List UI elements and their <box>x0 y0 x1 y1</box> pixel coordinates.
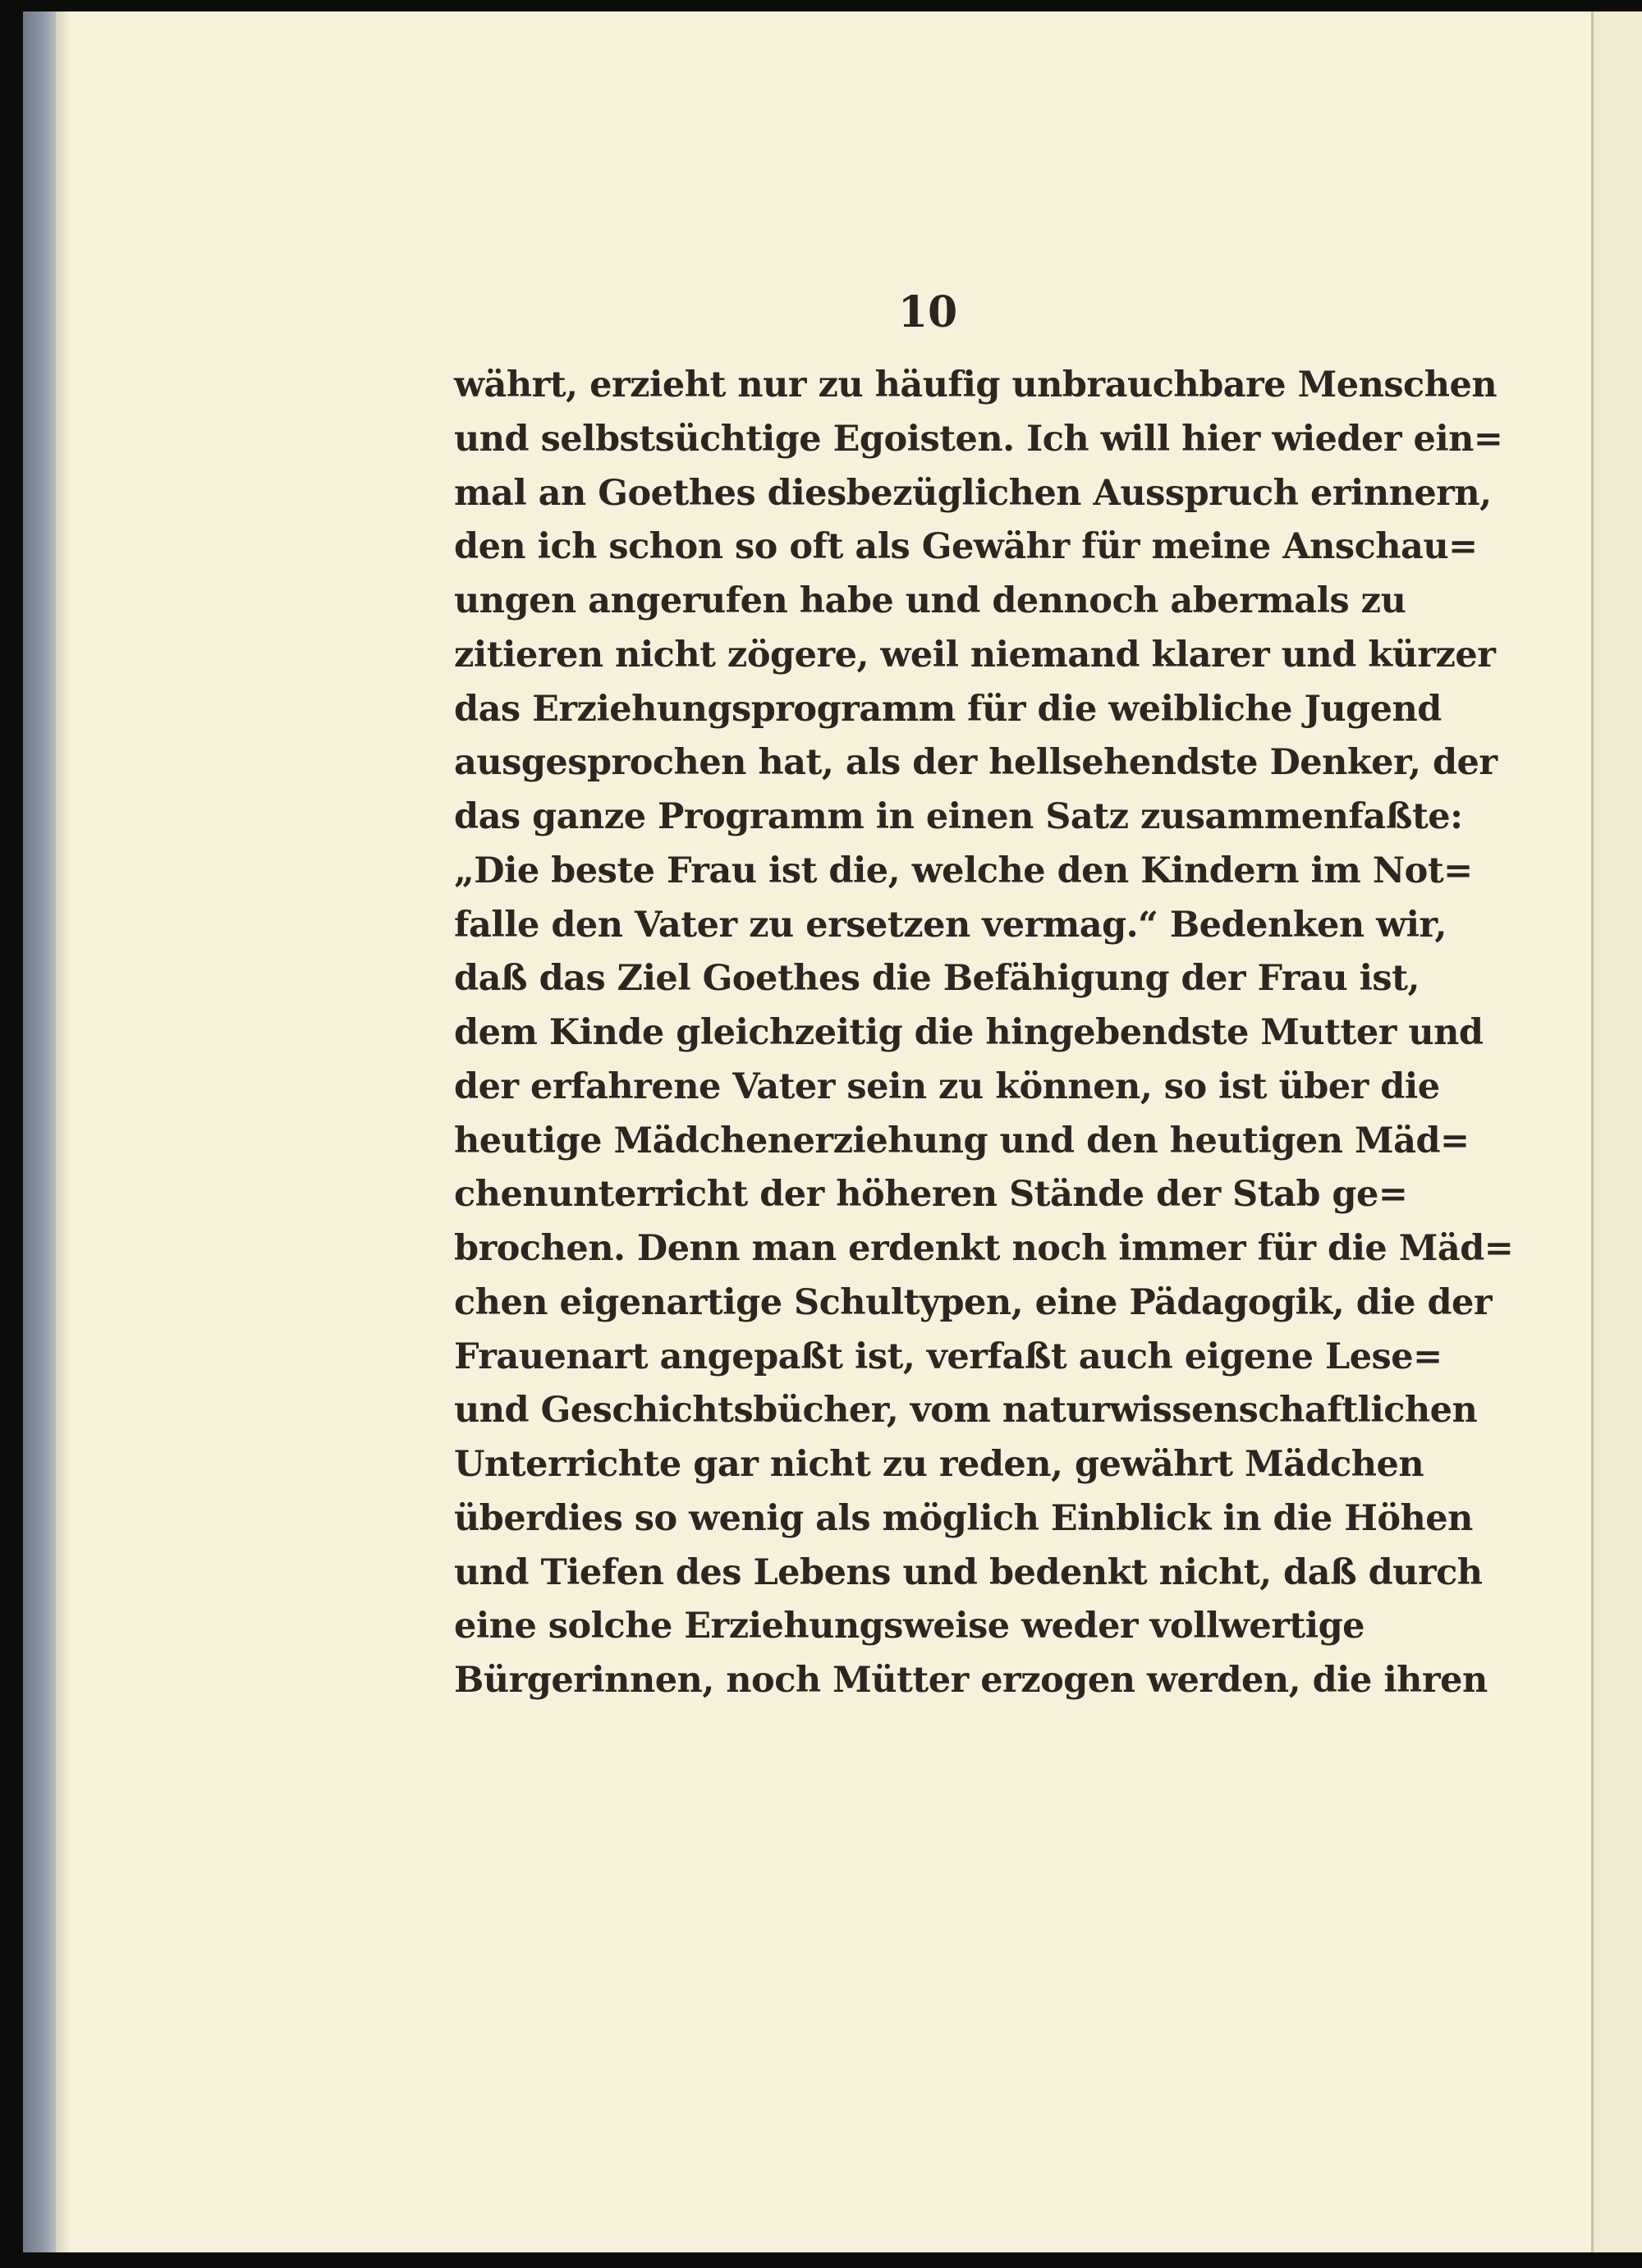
text-line: heutige Mädchenerziehung und den heutigen Mäd= <box>454 1120 1470 1161</box>
book-spine-edge <box>23 11 56 2252</box>
text-line: falle den Vater zu ersetzen vermag.“ Bedenken wir, <box>454 904 1447 946</box>
text-line: das ganze Programm in einen Satz zusammenfaßte: <box>454 796 1463 837</box>
text-line: währt, erzieht nur zu häufig unbrauchbare Menschen <box>454 364 1498 405</box>
text-line: Frauenart angepaßt ist, verfaßt auch eigene Lese= <box>454 1336 1442 1377</box>
text-line: und selbstsüchtige Egoisten. Ich will hier wieder ein= <box>454 418 1503 460</box>
text-line: eine solche Erziehungsweise weder vollwertige <box>454 1606 1365 1647</box>
body-text <box>454 361 1514 1711</box>
text-line: chenunterricht der höheren Stände der Stab ge= <box>454 1174 1408 1216</box>
text-line: chen eigenartige Schultypen, eine Pädagogik, die der <box>454 1281 1493 1323</box>
page-number: 10 <box>897 287 958 337</box>
text-line: zitieren nicht zögere, weil niemand klarer und kürzer <box>454 634 1496 676</box>
gutter-shadow <box>56 11 71 2252</box>
text-line: Bürgerinnen, noch Mütter erzogen werden, die ihren <box>454 1660 1488 1701</box>
text-line: brochen. Denn man erdenkt noch immer für die Mäd= <box>454 1228 1514 1269</box>
text-line: mal an Goethes diesbezüglichen Ausspruch erinnern, <box>454 472 1492 514</box>
next-page-edge <box>1594 11 1642 2252</box>
text-line: das Erziehungsprogramm für die weibliche Jugend <box>454 688 1442 730</box>
text-line: ausgesprochen hat, als der hellsehendste Denker, der <box>454 742 1498 784</box>
text-line: ungen angerufen habe und dennoch abermals zu <box>454 580 1406 621</box>
text-line: daß das Ziel Goethes die Befähigung der Frau ist, <box>454 958 1420 1000</box>
text-line: der erfahrene Vater sein zu können, so ist über die <box>454 1065 1440 1107</box>
text-line: und Geschichtsbücher, vom naturwissenschaftlichen <box>454 1390 1478 1432</box>
text-line: dem Kinde gleichzeitig die hingebendste Mutter und <box>454 1012 1484 1053</box>
text-line: Unterrichte gar nicht zu reden, gewährt Mädchen <box>454 1444 1424 1485</box>
text-line: den ich schon so oft als Gewähr für meine Anschau= <box>454 526 1478 568</box>
text-line: „Die beste Frau ist die, welche den Kindern im Not= <box>454 850 1473 891</box>
text-line: und Tiefen des Lebens und bedenkt nicht, daß durch <box>454 1551 1483 1593</box>
text-line: überdies so wenig als möglich Einblick in die Höhen <box>454 1497 1473 1539</box>
